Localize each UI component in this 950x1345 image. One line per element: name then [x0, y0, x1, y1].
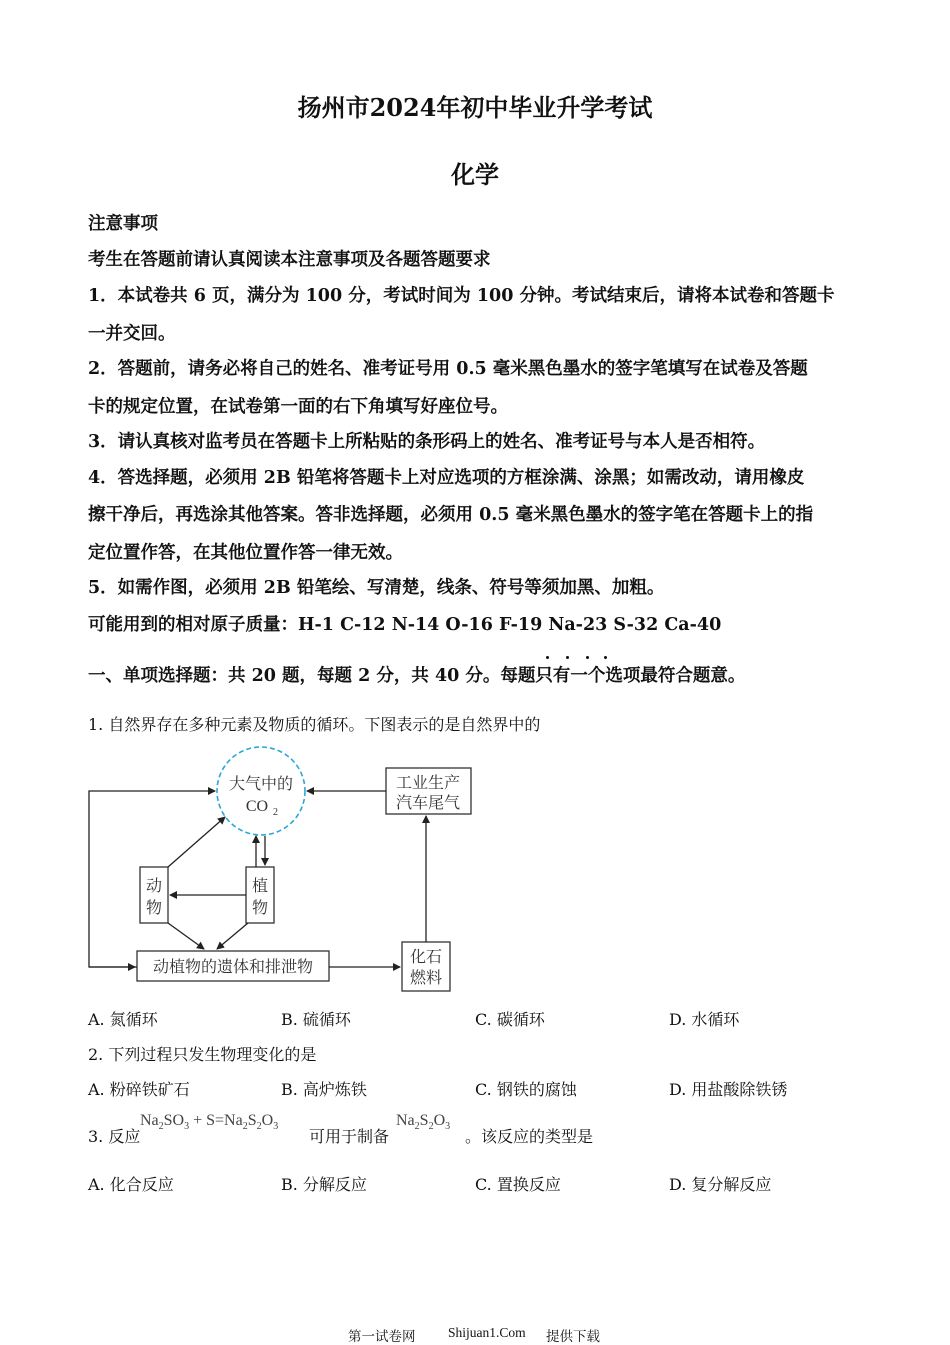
notice-line: 定位置作答，在其他位置作答一律无效。 [88, 543, 403, 563]
animal-label: 物 [145, 898, 163, 917]
notice-line: 2．答题前，请务必将自己的姓名、准考证号用 0.5 毫米黑色墨水的签字笔填写在试卷及答题 [88, 359, 808, 379]
q3-option-b: B. 分解反应 [281, 1175, 367, 1194]
atmosphere-co-label: CO [245, 798, 269, 815]
emphasis-dot [586, 656, 589, 659]
notice-line: 卡的规定位置，在试卷第一面的右下角填写好座位号。 [88, 397, 508, 417]
fossil-label: 化石 [409, 947, 443, 966]
q1-option-d: D. 水循环 [669, 1010, 740, 1029]
animal-label: 动 [145, 876, 163, 895]
page-title: 扬州市2024年初中毕业升学考试 [297, 93, 653, 122]
q2-option-a: A. 粉碎铁矿石 [88, 1080, 190, 1099]
q1-option-a: A. 氮循环 [88, 1010, 158, 1029]
atmosphere-label: 大气中的 [228, 774, 294, 793]
fossil-label: 燃料 [409, 968, 443, 987]
question-1-stem: 1. 自然界存在多种元素及物质的循环。下图表示的是自然界中的 [88, 715, 541, 734]
notice-line: 擦干净后，再选涂其他答案。答非选择题，必须用 0.5 毫米黑色墨水的签字笔在答题卡上的指 [88, 505, 814, 525]
atmosphere-sub-label: 2 [273, 807, 278, 818]
carbon-cycle-diagram [80, 735, 480, 1000]
plant-label: 物 [251, 898, 269, 917]
q2-option-c: C. 钢铁的腐蚀 [475, 1080, 577, 1099]
notice-line: 5．如需作图，必须用 2B 铅笔绘、写清楚，线条、符号等须加黑、加粗。 [88, 578, 665, 598]
emphasis-dot [566, 656, 569, 659]
subject-title: 化学 [451, 160, 499, 189]
emphasis-dot [604, 656, 607, 659]
q3-product-formula: $Na_2S_2O_3$ [396, 1112, 451, 1133]
q1-option-b: B. 硫循环 [281, 1010, 351, 1029]
industry-label: 汽车尾气 [395, 793, 461, 812]
footer-site-en: Shijuan1.Com [448, 1325, 526, 1340]
industry-label: 工业生产 [395, 773, 461, 792]
question-3-middle: 可用于制备 [309, 1127, 390, 1146]
notice-line: 一并交回。 [88, 324, 176, 344]
q1-option-c: C. 碳循环 [475, 1010, 545, 1029]
emphasis-dot [546, 656, 549, 659]
question-3-prefix: 3. 反应 [88, 1127, 141, 1146]
q2-option-d: D. 用盐酸除铁锈 [669, 1080, 788, 1099]
q3-option-d: D. 复分解反应 [669, 1175, 772, 1194]
footer-site-cn: 第一试卷网 [348, 1329, 416, 1345]
notice-intro: 考生在答题前请认真阅读本注意事项及各题答题要求 [88, 250, 491, 270]
arrow-animal-to-atmosphere [168, 817, 225, 867]
atomic-masses: 可能用到的相对原子质量：H-1 C-12 N-14 O-16 F-19 Na-23 S-32 Ca-40 [88, 615, 722, 635]
arrow-animal-to-remains [168, 923, 204, 949]
section-heading: 一、单项选择题：共 20 题，每题 2 分，共 40 分。每题只有一个选项最符合题意。 [88, 666, 746, 686]
remains-label: 动植物的遗体和排泄物 [152, 957, 314, 976]
q2-option-b: B. 高炉炼铁 [281, 1080, 367, 1099]
question-2-stem: 2. 下列过程只发生物理变化的是 [88, 1045, 317, 1064]
q3-equation: $Na_2SO_3 + S=Na_2S_2O_3$ [140, 1112, 279, 1133]
plant-label: 植 [251, 876, 269, 895]
footer-download: 提供下载 [546, 1329, 600, 1345]
q3-option-c: C. 置换反应 [475, 1175, 561, 1194]
arrow-plant-to-remains [217, 923, 248, 949]
notice-line: 4．答选择题，必须用 2B 铅笔将答题卡上对应选项的方框涂满、涂黑；如需改动，请用橡皮 [88, 468, 805, 488]
notice-line: 3．请认真核对监考员在答题卡上所粘贴的条形码上的姓名、准考证号与本人是否相符。 [88, 432, 766, 452]
question-3-suffix: 。该反应的类型是 [465, 1127, 594, 1146]
notice-line: 1．本试卷共 6 页，满分为 100 分，考试时间为 100 分钟。考试结束后，请将本试卷和答题卡 [88, 286, 835, 306]
notice-heading: 注意事项 [88, 214, 158, 234]
q3-option-a: A. 化合反应 [88, 1175, 174, 1194]
